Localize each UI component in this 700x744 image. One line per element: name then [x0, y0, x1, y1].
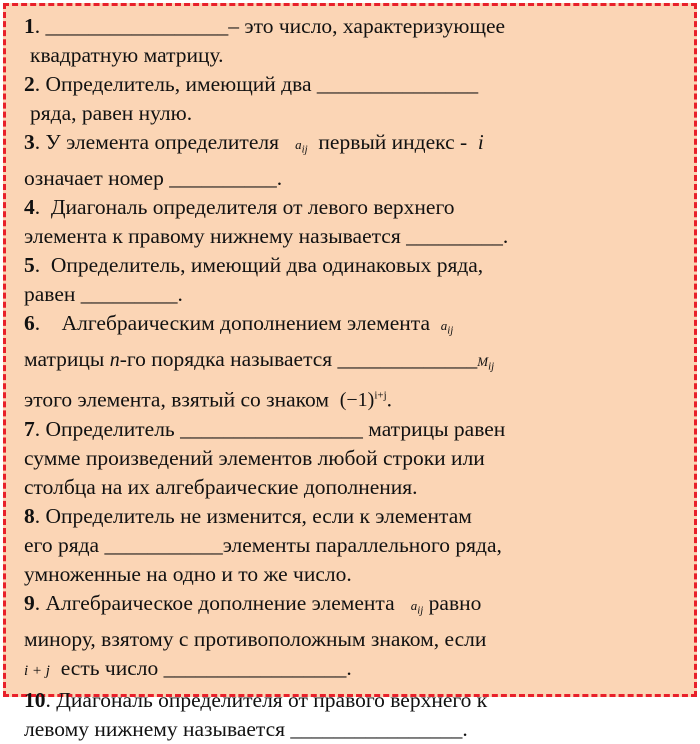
question-text: Определитель _________________ матрицы равен	[45, 417, 506, 442]
question-10: 10. Диагональ определителя от правого верхнего к левому нижнему называется ________________.	[24, 687, 488, 741]
question-text: Определитель, имеющий два одинаковых ряда,	[50, 252, 484, 277]
question-5: 5. Определитель, имеющий два одинаковых ряда, равен _________.	[24, 252, 484, 306]
question-text: матрицы	[24, 347, 105, 372]
question-number: 8	[24, 503, 35, 528]
question-text: ряда, равен нулю.	[30, 100, 193, 125]
math-a-ij: $a_{ij}$	[410, 597, 424, 617]
question-text: -го порядка называется _____________	[119, 347, 478, 372]
question-4: 4. Диагональ определителя от левого верхнего элемента к правому нижнему называется _________.	[24, 195, 509, 248]
question-text: элемента к правому нижнему называется _________.	[24, 223, 509, 248]
question-text: равен _________.	[24, 281, 183, 306]
question-text: первый индекс -	[318, 129, 468, 154]
question-number: 1	[24, 14, 35, 38]
question-3: 3. У элемента определителя $a_{ij}$ первый индекс - i означает номер __________.	[24, 129, 484, 191]
question-number: 7	[24, 417, 35, 442]
math-n: n	[109, 349, 120, 372]
question-number: 10	[24, 687, 46, 712]
worksheet-card	[3, 3, 697, 741]
question-number: 5	[24, 252, 35, 277]
question-text: столбца на их алгебраические дополнения.	[24, 475, 418, 500]
question-text: есть число _________________.	[60, 656, 352, 681]
question-text: Диагональ определителя от правого верхнего к	[56, 687, 488, 712]
question-number: 9	[24, 590, 35, 615]
question-number: 2	[24, 71, 35, 96]
question-9: 9. Алгебраическое дополнение элемента $a_{ij}$ равно минору, взятому с противоположным знаком, если i + j есть число _________________.	[24, 590, 487, 681]
question-text: Алгебраическим дополнением элемента	[61, 310, 431, 335]
question-text: .	[386, 387, 393, 412]
question-number: 3	[24, 129, 35, 154]
question-text: У элемента определителя	[45, 129, 279, 154]
question-2: 2. Определитель, имеющий два _______________ ряда, равен нулю.	[24, 71, 479, 125]
question-text: Диагональ определителя от левого верхнего	[50, 195, 455, 220]
math-a-ij: $a_{ij}$	[295, 136, 308, 156]
question-text: означает номер __________.	[24, 166, 283, 191]
question-text: Алгебраическое дополнение элемента	[45, 590, 395, 615]
question-7: 7. Определитель _________________ матрицы равен сумме произведений элементов любой строки или столбца на их алгебраические дополнения.	[24, 417, 506, 500]
question-text: этого элемента, взятый со знаком	[24, 387, 329, 412]
question-text: умноженные на одно и то же число.	[24, 561, 352, 586]
question-text: минору, взятому с противоположным знаком, если	[24, 627, 487, 652]
question-text: сумме произведений элементов любой строки или	[24, 446, 485, 471]
math-a-ij: $a_{ij}$	[440, 317, 454, 337]
question-text: левому нижнему называется ________________.	[24, 716, 468, 741]
question-text: _________________– это число, характеризующее	[45, 14, 506, 38]
question-text: его ряда ___________элементы параллельного ряда,	[24, 532, 502, 557]
question-text: Определитель не изменится, если к элементам	[45, 503, 472, 528]
question-8: 8. Определитель не изменится, если к элементам его ряда ___________элементы параллельного ряда, умноженные на одно и то же число.	[24, 503, 502, 586]
question-number: 4	[24, 195, 35, 220]
math-i-plus-j: i + j	[24, 663, 50, 680]
math-i: i	[477, 129, 484, 154]
math-m-ij: $M_{ij}$	[477, 354, 495, 373]
question-text: равно	[428, 590, 482, 615]
math-sign: $(-1)^{i+j}$	[339, 389, 387, 412]
question-text: квадратную матрицу.	[30, 42, 224, 67]
question-text: Определитель, имеющий два _______________	[45, 71, 479, 96]
question-1: 1. _________________– это число, характеризующее квадратную матрицу.	[24, 14, 506, 67]
question-6: 6. Алгебраическим дополнением элемента $a_{ij}$ матрицы n-го порядка называется $\_\_\_\_\_\_\_\_\_\_\_\_\_M_{ij}$ этого элемента, взятый со знаком $(-1)^{i+j}$.	[24, 310, 495, 412]
question-number: 6	[24, 310, 35, 335]
